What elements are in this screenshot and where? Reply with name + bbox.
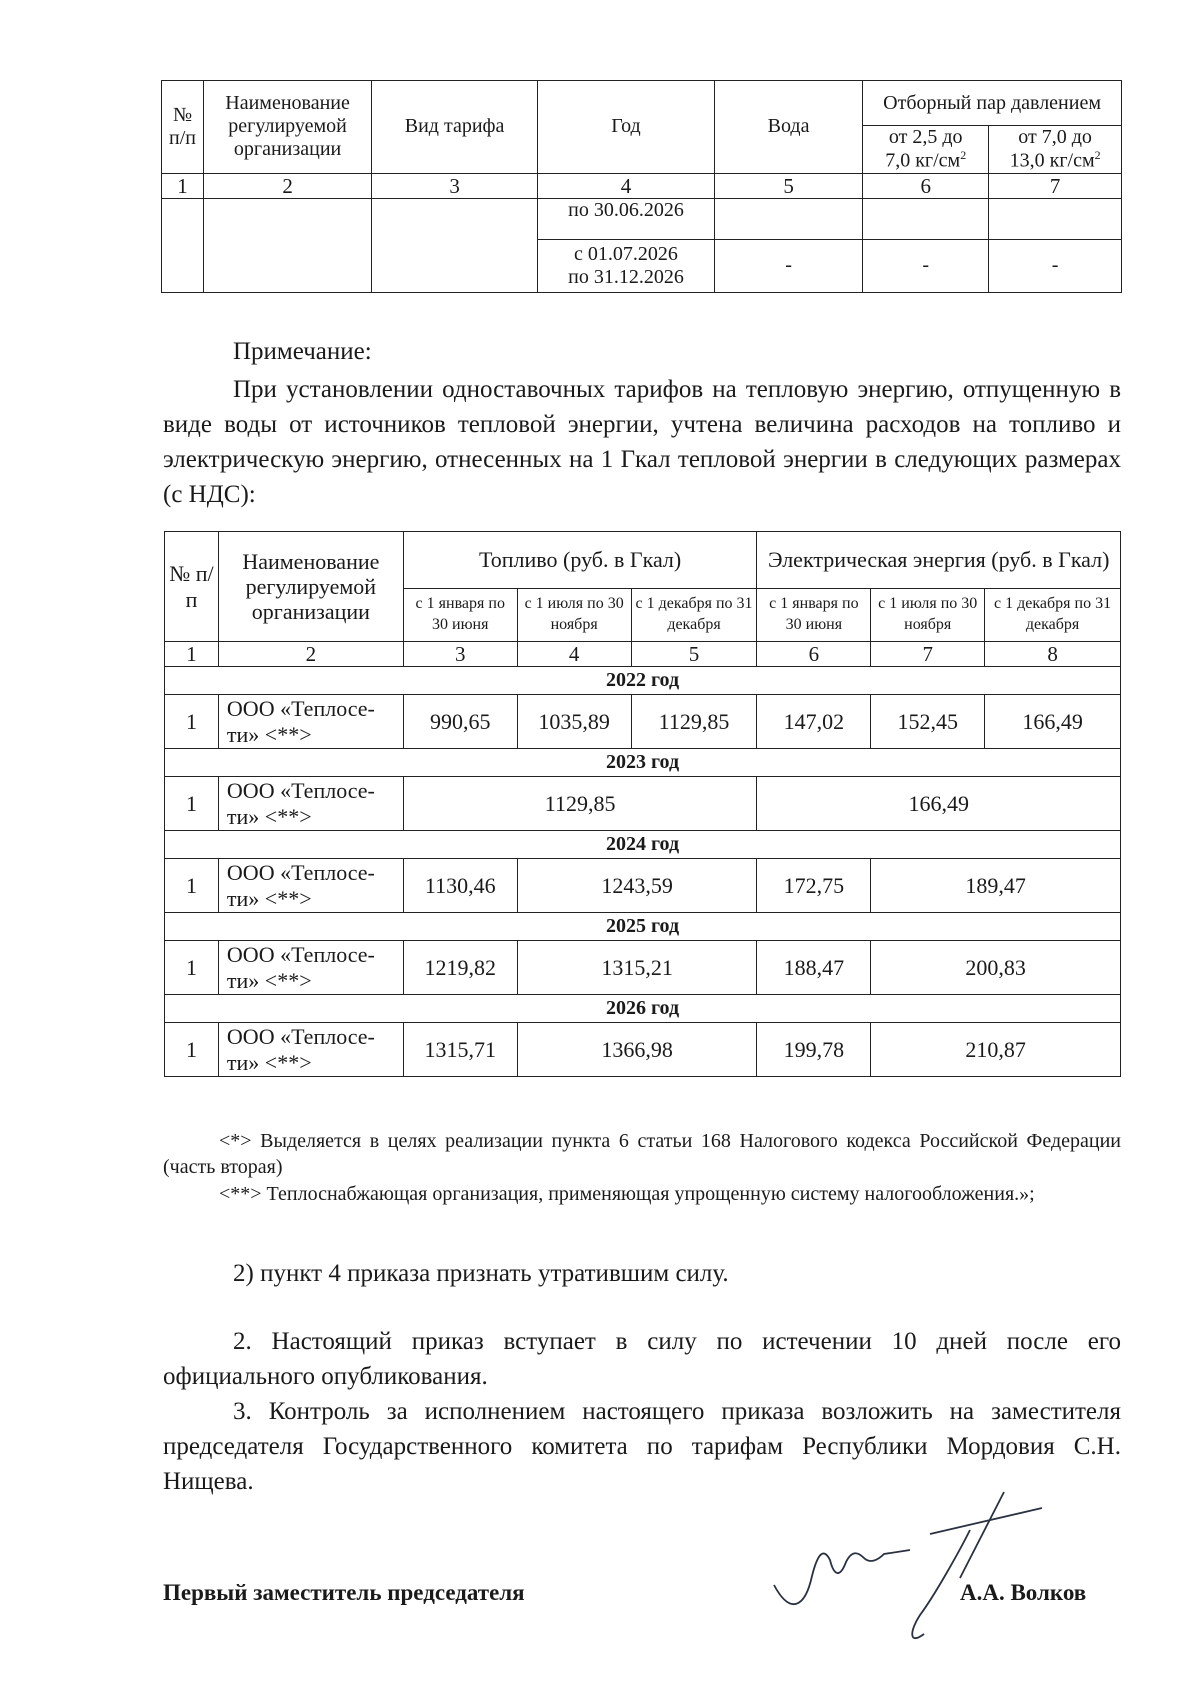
header-num: № п/п: [162, 81, 204, 174]
footnote-1: <*> Выделяется в целях реализации пункта 6 статьи 168 Налогового кодекса Российской Федерации (часть вторая): [163, 1130, 1121, 1178]
header-period-1: с 1 января по 30 июня: [757, 589, 871, 642]
paragraph-3: 3. Контроль за исполнением настоящего приказа возложить на заместителя председателя Государственного комитета по тарифам Республики Мордовия С.Н. Нищева.: [163, 1398, 1121, 1495]
table-row: 1 ООО «Теплосе-ти» <**> 1315,71 1366,98 199,78 210,87: [165, 1023, 1121, 1077]
header-steam: Отборный пар давлением: [863, 81, 1122, 126]
year-heading: 2022 год: [165, 667, 1121, 695]
table-row: 1 ООО «Теплосе-ти» <**> 1219,82 1315,21 188,47 200,83: [165, 941, 1121, 995]
header-steam-low: от 2,5 до 7,0 $кг/см^2$: [863, 126, 989, 174]
fuel-electricity-table: [164, 531, 1121, 1077]
table-row: с 01.07.2026 по 31.12.2026 - - -: [162, 239, 1122, 292]
header-electricity: Электрическая энергия (руб. в Гкал): [757, 532, 1121, 589]
header-period-3: с 1 декабря по 31 декабря: [985, 589, 1121, 642]
column-index-row: 1 2 3 4 5 6 7: [162, 173, 1122, 198]
year-heading: 2023 год: [165, 749, 1121, 777]
year-heading: 2024 год: [165, 831, 1121, 859]
signatory-name: А.А. Волков: [960, 1580, 1087, 1605]
header-org: Наименование регулируемой организации: [218, 532, 403, 642]
table-row: 1 ООО «Теплосе-ти» <**> 1129,85 166,49: [165, 777, 1121, 831]
paragraph-2: 2. Настоящий приказ вступает в силу по истечении 10 дней после его официального опубликования.: [163, 1328, 1121, 1390]
table-row: 1 ООО «Теплосе-ти» <**> 1130,46 1243,59 172,75 189,47: [165, 859, 1121, 913]
year-heading: 2026 год: [165, 995, 1121, 1023]
signatory-position: Первый заместитель председателя: [163, 1580, 525, 1605]
table-row: по 30.06.2026: [162, 198, 1122, 239]
header-period-3: с 1 декабря по 31 декабря: [631, 589, 757, 642]
header-steam-high: от 7,0 до 13,0 $кг/см^2$: [989, 126, 1122, 174]
paragraph-item-2: 2) пункт 4 приказа признать утратившим силу.: [233, 1260, 729, 1287]
header-water: Вода: [714, 81, 862, 174]
header-year: Год: [538, 81, 715, 174]
column-index-row: 1 2 3 4 5 6 7 8: [165, 642, 1121, 667]
note-text: При установлении одноставочных тарифов на тепловую энергию, отпущенную в виде воды от источников тепловой энергии, учтена величина расходов на топливо и электрическую энергию, отнесенных на 1 Гкал тепловой энергии в следующих размерах (с НДС):: [163, 376, 1121, 508]
table-row: 1 ООО «Теплосе-ти» <**> 990,65 1035,89 1129,85 147,02 152,45 166,49: [165, 695, 1121, 749]
header-num: № п/п: [165, 532, 219, 642]
header-period-2: с 1 июля по 30 ноября: [517, 589, 631, 642]
header-tariff-type: Вид тарифа: [372, 81, 538, 174]
footnote-2: <**> Теплоснабжающая организация, применяющая упрощенную систему налогообложения.»;: [219, 1183, 1035, 1205]
header-org: Наименование регулируемой организации: [204, 81, 372, 174]
header-period-2: с 1 июля по 30 ноября: [871, 589, 985, 642]
year-heading: 2025 год: [165, 913, 1121, 941]
header-fuel: Топливо (руб. в Гкал): [403, 532, 757, 589]
note-title: Примечание:: [233, 338, 372, 365]
tariff-table-continued: [161, 80, 1122, 293]
handwritten-signature: [760, 1490, 1080, 1650]
header-period-1: с 1 января по 30 июня: [403, 589, 517, 642]
